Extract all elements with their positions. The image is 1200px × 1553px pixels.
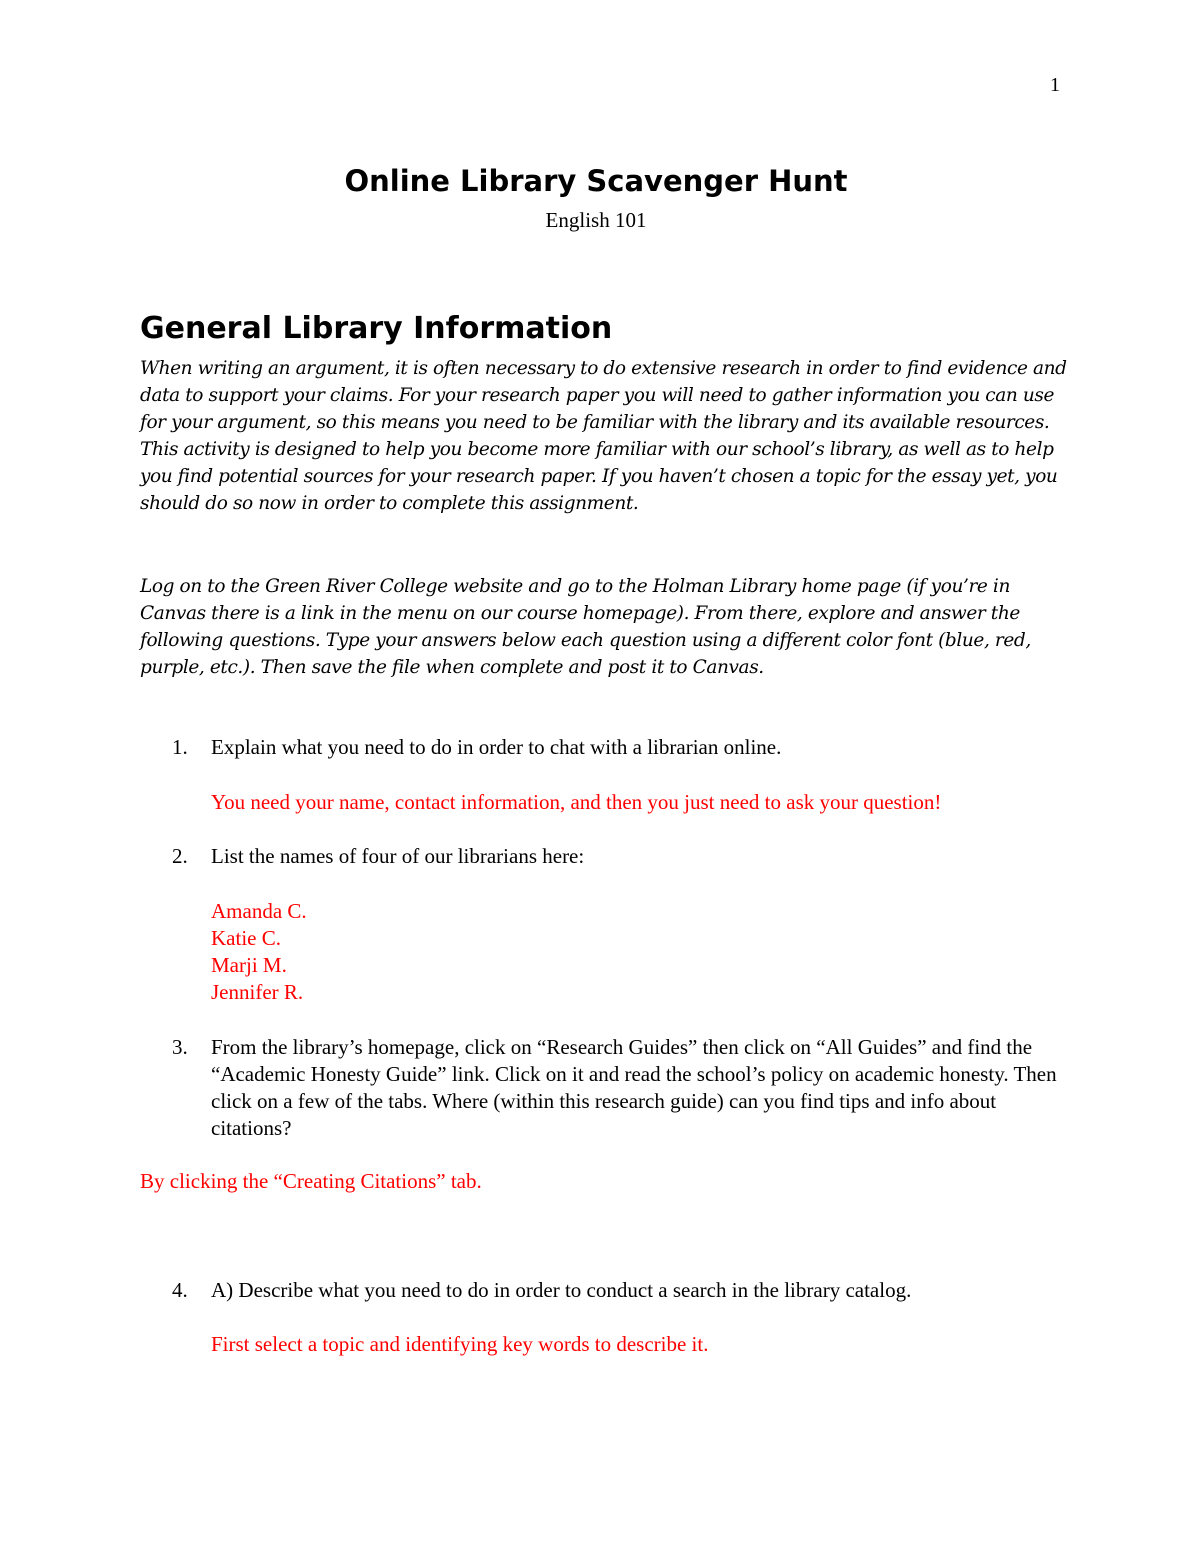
librarian-list: [211, 898, 307, 1006]
question-number: 1.: [172, 735, 188, 759]
answer-text: You need your name, contact information, and then you just need to ask your question!: [211, 790, 942, 814]
page-number: 1: [1050, 74, 1060, 96]
instructions-paragraph: Log on to the Green River College website and go to the Holman Library home page (if you’re in Canvas there is a link in the menu on our course homepage). From there, explore and answer the following questions. Type your answers below each question using a different color font (blue, red, purple, etc.). Then save the file when complete and post it to Canvas.: [140, 576, 1031, 678]
question-number: 3.: [172, 1035, 188, 1059]
document-subtitle: English 101: [545, 208, 647, 232]
list-item: Amanda C.: [211, 899, 307, 923]
intro-paragraph: When writing an argument, it is often necessary to do extensive research in order to find evidence and data to support your claims. For your research paper you will need to gather information you can use for your argument, so this means you need to be familiar with the library and its available resources. This activity is designed to help you become more familiar with our school’s library, as well as to help you find potential sources for your research paper. If you haven’t chosen a topic for the essay yet, you should do so now in order to complete this assignment.: [140, 358, 1067, 514]
question-text: List the names of four of our librarians here:: [211, 844, 585, 868]
list-item: Katie C.: [211, 926, 281, 950]
question-number: 2.: [172, 844, 188, 868]
answer-text: By clicking the “Creating Citations” tab.: [140, 1169, 482, 1193]
question-text: From the library’s homepage, click on “Research Guides” then click on “All Guides” and find the “Academic Honesty Guide” link. Click on it and read the school’s policy on academic honesty. Then click on a few of the tabs. Where (within this research guide) can you find tips and info about citations?: [211, 1035, 1057, 1140]
answer-text: First select a topic and identifying key words to describe it.: [211, 1332, 709, 1356]
list-item: Jennifer R.: [211, 980, 304, 1004]
document-title: Online Library Scavenger Hunt: [344, 164, 848, 198]
section-heading: General Library Information: [140, 311, 613, 346]
question-text: A) Describe what you need to do in order to conduct a search in the library catalog.: [211, 1278, 912, 1302]
question-text: Explain what you need to do in order to chat with a librarian online.: [211, 735, 782, 759]
list-item: Marji M.: [211, 953, 287, 977]
question-number: 4.: [172, 1278, 188, 1302]
